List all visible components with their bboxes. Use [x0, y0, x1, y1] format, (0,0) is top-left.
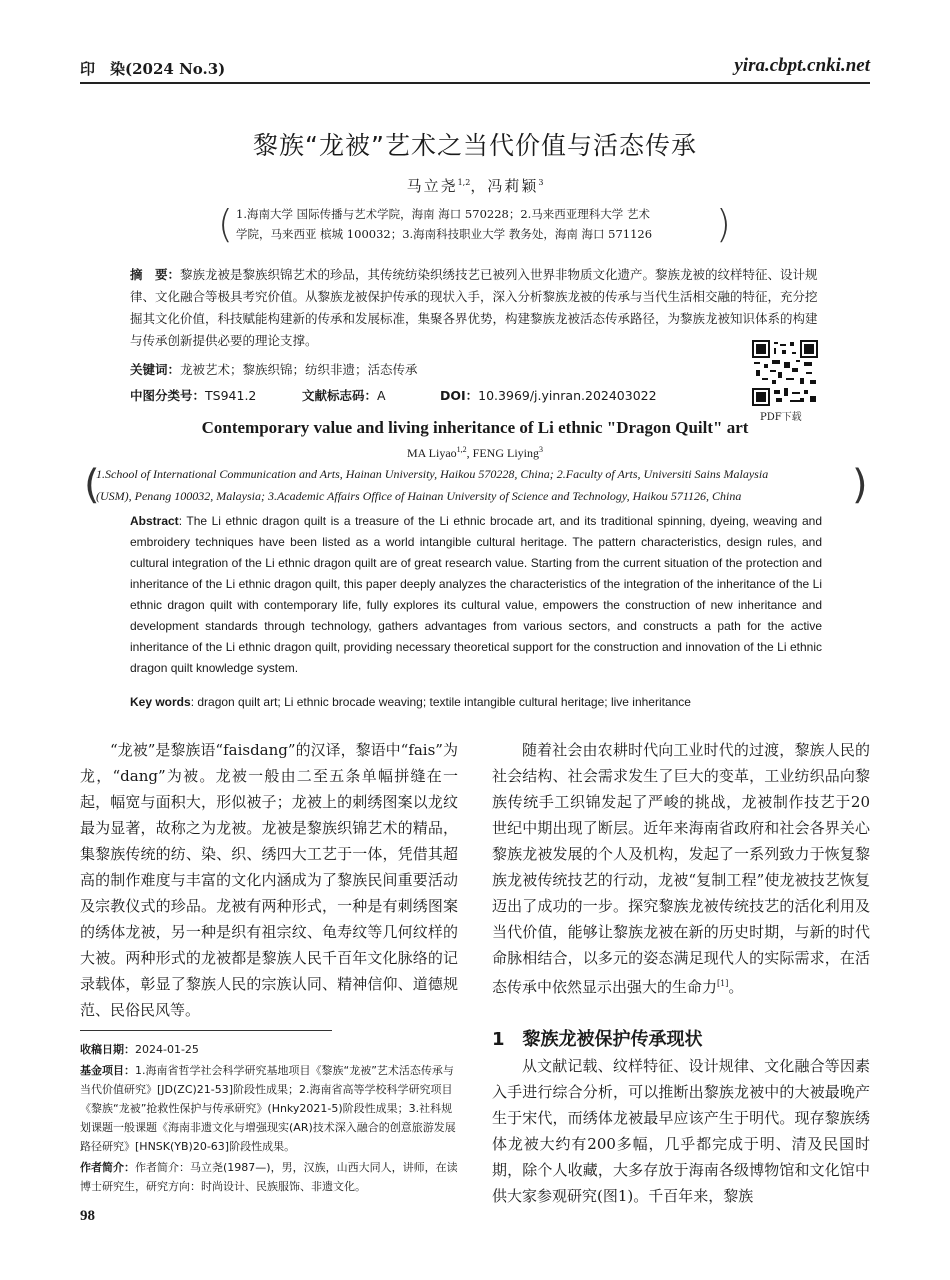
author-sep: ， [470, 177, 488, 195]
footnote-author [80, 1158, 458, 1196]
section-1-title: 黎族龙被保护传承现状 [522, 1029, 703, 1050]
section-1-body [492, 1053, 870, 1209]
author-en-2: FENG Liying [472, 446, 539, 460]
page-number: 98 [80, 1208, 95, 1224]
author-en-2-sup: 3 [539, 445, 543, 454]
affil-left-paren: ( [218, 202, 233, 246]
citation-ref[interactable]: [1] [717, 979, 729, 988]
author-1: 马立尧 [406, 177, 458, 195]
page-title: 黎族“龙被”艺术之当代价值与活态传承 [253, 131, 697, 160]
affil-right-paren: ) [716, 202, 731, 246]
body-column-left [80, 737, 458, 1023]
affil-en-line-1: 1.School of International Communication and Arts, Hainan University, Haikou 570228, China; 2.Faculty of Arts, Universiti Sains Malaysia [96, 467, 769, 481]
header-rule [80, 82, 870, 84]
keywords-en [130, 695, 691, 709]
abstract-zh-label: 摘 要： [130, 267, 181, 282]
journal-site[interactable]: yira.cbpt.cnki.net [734, 55, 870, 76]
qr-code-icon[interactable] [752, 340, 818, 406]
affil-en-left-paren: ( [84, 462, 100, 508]
section-1-number: 1 [492, 1029, 505, 1050]
doi[interactable] [440, 386, 657, 404]
author-en-1: MA Liyao [406, 446, 457, 460]
author-bio-text: 作者简介：马立尧(1987—)，男，汉族，山西大同人，讲师，在读博士研究生，研究方向：时尚设计、民族服饰、非遗文化。 [80, 1161, 458, 1193]
clc-label: 中图分类号： [130, 388, 206, 403]
footnote-fund [80, 1061, 458, 1156]
authors-en [0, 445, 950, 461]
abstract-en-text: : The Li ethnic dragon quilt is a treasure of the Li ethnic brocade art, and its traditional spinning, dyeing, weaving and embroidery techniques have been listed as a world intangible cultural heritage. The pattern characteristics, design rules, and cultural integration of the Li ethnic dragon quilt are of great research value. Starting from the current situation of the protection and inheritance of the Li ethnic dragon quilt, this paper deeply analyzes the characteristics of the integration of the inheritance of the Li ethnic dragon quilt with contemporary life, fully explores its cultural value, empowers the construction of new inheritance and development standards through technology, gathers advantages from various sectors, and constructs a path for the active inheritance of the Li ethnic dragon quilt, providing necessary theoretical support for the construction and innovation of the Li ethnic dragon quilt knowledge system. [130, 514, 822, 675]
footnote-received [80, 1040, 458, 1059]
abstract-zh-text: 黎族龙被是黎族织锦艺术的珍品，其传统纺染织绣技艺已被列入世界非物质文化遗产。黎族龙被的纹样特征、设计规律、文化融合等极具考究价值。从黎族龙被保护传承的现状入手，深入分析黎族龙被的传承与当代生活相交融的特征，充分挖掘其文化价值，科技赋能构建新的传承和发展标准，集聚各界优势，构建黎族龙被活态传承路径，为黎族龙被知识体系的构建与传承创新提供必要的理论支撑。 [130, 267, 818, 348]
doc-value: A [377, 388, 386, 403]
body-right-text: 随着社会由农耕时代向工业时代的过渡，黎族人民的社会结构、社会需求发生了巨大的变革，工业纺织品向黎族传统手工织锦发起了严峻的挑战，龙被制作技艺于20世纪中期出现了断层。近年来海南省政府和社会各界关心黎族龙被发展的个人及机构，发起了一系列致力于恢复黎族龙被传统技艺的行动，龙被“复制工程”使龙被技艺恢复迈出了成功的一步。探究黎族龙被传统技艺的活化利用及当代价值，能够让黎族龙被在新的历史时期，与新的时代命脉相结合，以多元的姿态满足现代人的实际需求，在活态传承中依然显示出强大的生命力 [492, 741, 870, 996]
footnotes [80, 1040, 458, 1198]
doc-label: 文献标志码： [302, 388, 378, 403]
author-en-sep: , [466, 446, 473, 460]
keywords-en-text: : dragon quilt art; Li ethnic brocade weaving; textile intangible cultural heritage; live inheritance [190, 695, 691, 709]
qr-caption[interactable]: PDF下载 [760, 412, 802, 423]
footnote-rule [80, 1030, 332, 1031]
body-paragraph-left: “龙被”是黎族语“faisdang”的汉译，黎语中“fais”为龙，“dang”为被。龙被一般由二至五条单幅拼缝在一起，幅宽与面积大，形似被子；龙被上的刺绣图案以龙纹最为显著，故称之为龙被。龙被是黎族织锦艺术的精品，集黎族传统的纺、染、织、绣四大工艺于一体，凭借其超高的制作难度与丰富的文化内涵成为了黎族民间重要活动及宗教仪式的珍品。龙被有两种形式，一种是有刺绣图案的绣体龙被，另一种是织有祖宗纹、龟寿纹等几何纹样的大被。两种形式的龙被都是黎族人民千百年文化脉络的记录载体，彰显了黎族人民的宗族认同、精神信仰、道德规范、民俗民风等。 [80, 741, 458, 1019]
section-1-paragraph: 从文献记载、纹样特征、设计规律、文化融合等因素入手进行综合分析，可以推断出黎族龙被中的大被最晚产生于宋代，而绣体龙被最早应该产生于明代。现存黎族绣体龙被大约有200多幅，几乎都完成于明、清及民国时期，除个人收藏，大多存放于海南各级博物馆和文化馆中供大家参观研究(图1)。千百年来，黎族 [492, 1057, 870, 1205]
body-column-right [492, 737, 870, 1000]
affil-en-right-paren: ) [852, 462, 868, 508]
author-2: 冯莉颖 [487, 177, 539, 195]
received-label: 收稿日期： [80, 1043, 135, 1056]
keywords-zh [130, 360, 418, 378]
doi-label: DOI： [440, 388, 479, 403]
affil-en-line-2: (USM), Penang 100032, Malaysia; 3.Academic Affairs Office of Hainan University of Science and Technology, Haikou 571126, China [96, 489, 742, 503]
author-bio-label: 作者简介： [80, 1161, 135, 1174]
affil-zh-line-2: 学院，马来西亚 槟城 100032；3.海南科技职业大学 教务处，海南 海口 571126 [236, 227, 653, 241]
document-code [302, 386, 386, 404]
abstract-zh [130, 264, 825, 352]
received-date: 2024-01-25 [135, 1043, 199, 1056]
affil-zh-line-1: 1.海南大学 国际传播与艺术学院，海南 海口 570228；2.马来西亚理科大学 艺术 [236, 207, 650, 221]
section-1-heading [492, 1025, 703, 1051]
author-1-sup: 1,2 [457, 178, 471, 187]
author-2-sup: 3 [538, 178, 544, 187]
abstract-en-label: Abstract [130, 514, 179, 528]
journal-issue: 印 染(2024 No.3) [80, 60, 226, 78]
keywords-zh-label: 关键词： [130, 362, 181, 377]
doi-value: 10.3969/j.yinran.202403022 [478, 388, 657, 403]
authors-zh [0, 175, 950, 196]
clc-number [130, 386, 256, 404]
affiliation-en [96, 463, 854, 507]
abstract-en [130, 511, 822, 679]
clc-value: TS941.2 [205, 388, 257, 403]
body-paragraph-right [492, 737, 870, 1000]
body-right-end: 。 [728, 978, 744, 996]
keywords-en-label: Key words [130, 695, 191, 709]
fund-label: 基金项目： [80, 1064, 135, 1077]
fund-text: 1.海南省哲学社会科学研究基地项目《黎族“龙被”艺术活态传承与当代价值研究》[JD(ZC)21-53]阶段性成果；2.海南省高等学校科学研究项目《黎族“龙被”抢救性保护与传承研究》(Hnky2021-5)阶段性成果；3.社科规划课题一般课题《海南非遗文化与增强现实(AR)技术深入融合的创意旅游发展路径研究》[HNSK(YB)20-63]阶段性成果。 [80, 1064, 456, 1153]
author-en-1-sup: 1,2 [456, 445, 467, 454]
keywords-zh-text: 龙被艺术；黎族织锦；纺织非遗；活态传承 [180, 362, 418, 377]
affiliation-zh [228, 204, 738, 244]
title-en: Contemporary value and living inheritance of Li ethnic "Dragon Quilt" art [201, 418, 749, 437]
